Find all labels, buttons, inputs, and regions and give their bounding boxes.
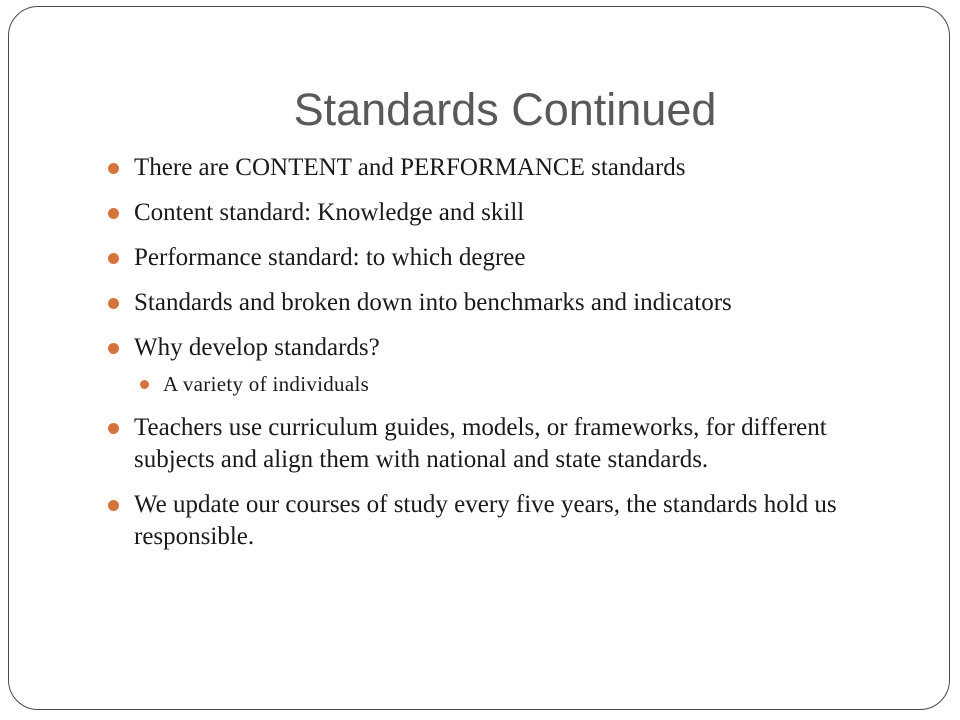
sub-bullet-item bbox=[140, 370, 908, 398]
bullet-dot-icon bbox=[108, 423, 119, 434]
slide-title: Standards Continued bbox=[293, 84, 717, 135]
bullet-item bbox=[108, 287, 908, 319]
bullet-dot-icon bbox=[108, 500, 119, 511]
sub-bullet-text: A variety of individuals bbox=[163, 372, 370, 396]
bullet-dot-icon bbox=[108, 298, 119, 309]
bullet-dot-icon bbox=[108, 208, 119, 219]
bullet-dot-icon bbox=[108, 163, 119, 174]
bullet-text: Content standard: Knowledge and skill bbox=[134, 199, 525, 226]
bullet-text: Performance standard: to which degree bbox=[134, 244, 526, 271]
bullet-item bbox=[108, 489, 908, 553]
bullet-text: Why develop standards? bbox=[134, 334, 380, 361]
bullet-item bbox=[108, 332, 908, 364]
bullet-item bbox=[108, 242, 908, 274]
bullet-item bbox=[108, 197, 908, 229]
bullet-text: There are CONTENT and PERFORMANCE standards bbox=[134, 154, 686, 181]
slide-body bbox=[108, 152, 908, 566]
sub-bullet-dot-icon bbox=[140, 380, 149, 389]
bullet-dot-icon bbox=[108, 253, 119, 264]
bullet-item bbox=[108, 152, 908, 184]
bullet-item bbox=[108, 412, 908, 476]
bullet-text: We update our courses of study every five years, the standards hold us responsible. bbox=[134, 491, 837, 550]
bullet-text: Standards and broken down into benchmarks and indicators bbox=[134, 289, 732, 316]
bullet-text: Teachers use curriculum guides, models, or frameworks, for different subjects and align them with national and state standards. bbox=[134, 414, 827, 473]
bullet-dot-icon bbox=[108, 343, 119, 354]
